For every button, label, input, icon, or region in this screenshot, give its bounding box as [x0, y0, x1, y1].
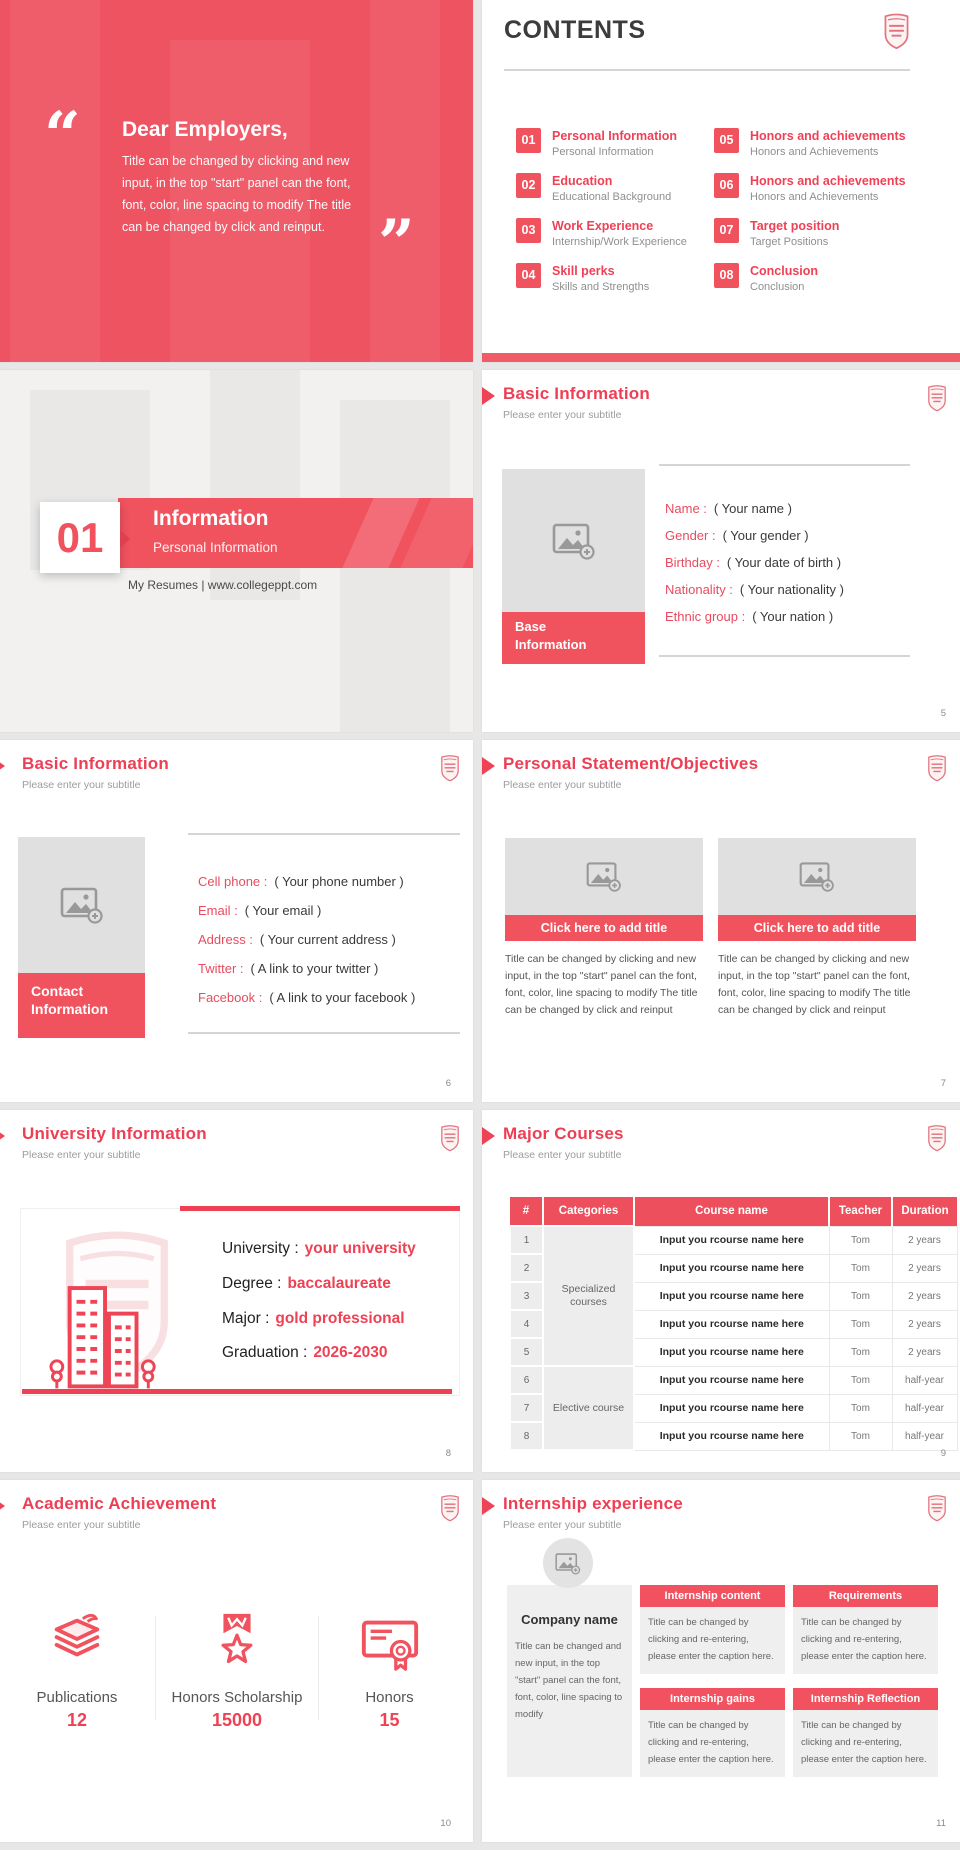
cell-course: Input you rcourse name here — [634, 1422, 829, 1450]
cell-num: 6 — [510, 1366, 543, 1394]
slide-header — [482, 1494, 960, 1531]
toc-number-badge: 02 — [516, 173, 541, 198]
field-label: Major : — [222, 1310, 270, 1327]
toc-number-badge: 05 — [714, 128, 739, 153]
box-body: Title can be changed by clicking and re-entering, please enter the caption here. — [640, 1607, 785, 1674]
school-crest-icon — [440, 1123, 460, 1153]
courses-table — [509, 1197, 958, 1451]
slide-major-courses[interactable] — [482, 1110, 960, 1472]
info-field — [222, 1240, 416, 1258]
info-field — [665, 582, 844, 597]
info-field — [198, 874, 404, 889]
school-crest-icon — [927, 1123, 947, 1153]
field-label: Graduation : — [222, 1344, 308, 1361]
arrow-right-marker-icon — [0, 757, 5, 775]
notch-arrow-icon — [120, 530, 130, 548]
field-label: University : — [222, 1240, 299, 1257]
toc-number-badge: 07 — [714, 218, 739, 243]
image-placeholder[interactable] — [505, 838, 703, 915]
internship-box-reflection — [793, 1688, 938, 1777]
school-crest-icon — [927, 383, 947, 413]
field-label: Ethnic group : — [665, 609, 746, 624]
toc-number-badge: 04 — [516, 263, 541, 288]
field-label: Twitter : — [198, 961, 244, 976]
add-image-icon — [586, 861, 622, 892]
stat-scholarship — [157, 1610, 317, 1731]
page-number: 6 — [445, 1078, 451, 1089]
cell-duration: half-year — [892, 1394, 957, 1422]
contents-title: CONTENTS — [504, 16, 646, 44]
cell-course: Input you rcourse name here — [634, 1310, 829, 1338]
internship-box-requirements — [793, 1585, 938, 1674]
card-label-line1: Contact — [31, 983, 84, 999]
field-label: Name : — [665, 501, 707, 516]
image-placeholder[interactable] — [502, 469, 645, 612]
toc-item-subtitle: Target Positions — [750, 236, 829, 248]
close-quote-icon: ” — [378, 206, 415, 281]
field-label: Birthday : — [665, 555, 720, 570]
cell-num: 5 — [510, 1338, 543, 1366]
cover-title: Dear Employers, — [122, 118, 288, 141]
box-title: Internship Reflection — [793, 1688, 938, 1710]
info-field — [222, 1344, 387, 1362]
toc-item-08 — [714, 263, 924, 293]
section-banner — [118, 498, 473, 568]
slide-title: Internship experience — [503, 1494, 683, 1513]
toc-item-subtitle: Internship/Work Experience — [552, 236, 687, 248]
bottom-accent-bar — [482, 353, 960, 362]
slide-title: Academic Achievement — [22, 1494, 217, 1513]
cell-num: 3 — [510, 1282, 543, 1310]
accent-line-bottom — [22, 1389, 452, 1394]
slide-title: Basic Information — [503, 384, 650, 403]
section-title: Information — [153, 507, 269, 530]
school-crest-icon — [440, 1493, 460, 1523]
slide-header — [0, 1124, 473, 1161]
toc-item-02 — [516, 173, 726, 203]
arrow-right-marker-icon — [482, 1127, 495, 1145]
slide-subtitle: Please enter your subtitle — [22, 1519, 141, 1531]
page-number: 5 — [940, 708, 946, 719]
page-number: 8 — [445, 1448, 451, 1459]
toc-item-title: Target position — [750, 219, 840, 233]
box-title: Internship gains — [640, 1688, 785, 1710]
slide-subtitle: Please enter your subtitle — [503, 1519, 622, 1531]
cell-num: 1 — [510, 1226, 543, 1254]
company-name: Company name — [521, 1612, 618, 1627]
stat-value: 15000 — [211, 1710, 263, 1730]
divider — [659, 464, 910, 466]
cell-duration: 2 years — [892, 1282, 957, 1310]
col-header-teacher: Teacher — [829, 1197, 892, 1226]
cell-num: 7 — [510, 1394, 543, 1422]
toc-item-title: Honors and achievements — [750, 174, 906, 188]
school-crest-icon — [927, 1493, 947, 1523]
statement-body-text: Title can be changed by clicking and new input, in the top "start" panel can the font, font, color, line spacing to modify The title can be changed by click and reinput — [505, 953, 698, 1016]
cover-body-text: Title can be changed by clicking and new input, in the top "start" panel can the font, font, color, line spacing to modify The title can be changed by click and reinput. — [122, 154, 352, 234]
stat-label: Honors — [365, 1689, 414, 1706]
publications-stack-icon — [46, 1610, 108, 1672]
toc-item-title: Honors and achievements — [750, 129, 906, 143]
arrow-right-marker-icon — [482, 1497, 495, 1515]
arrow-right-marker-icon — [0, 1497, 5, 1515]
stat-publications — [2, 1610, 152, 1731]
statement-body-text: Title can be changed by clicking and new input, in the top "start" panel can the font, font, color, line spacing to modify The title can be changed by click and reinput — [718, 953, 911, 1016]
field-value: ( A link to your facebook ) — [269, 990, 416, 1005]
university-building-icon — [48, 1250, 166, 1391]
arrow-right-marker-icon — [482, 387, 495, 405]
toc-item-subtitle: Educational Background — [552, 191, 672, 203]
slide-title: Major Courses — [503, 1124, 624, 1143]
cell-duration: half-year — [892, 1422, 957, 1450]
company-photo-placeholder[interactable] — [543, 1538, 593, 1588]
box-title: Internship content — [640, 1585, 785, 1607]
add-image-icon — [799, 861, 835, 892]
cell-num: 8 — [510, 1422, 543, 1450]
field-label: Cell phone : — [198, 874, 268, 889]
toc-item-subtitle: Skills and Strengths — [552, 281, 650, 293]
col-header-categories: Categories — [543, 1197, 634, 1226]
page-number: 10 — [440, 1818, 451, 1829]
field-value: ( Your nationality ) — [739, 582, 844, 597]
internship-box-content — [640, 1585, 785, 1674]
info-field — [665, 528, 809, 543]
divider — [659, 655, 910, 657]
cell-course: Input you rcourse name here — [634, 1338, 829, 1366]
col-header-course-name: Course name — [634, 1197, 829, 1226]
slide-header — [482, 754, 960, 791]
toc-item-04 — [516, 263, 726, 293]
slide-section-01[interactable] — [0, 370, 473, 732]
field-value: ( Your nation ) — [752, 609, 834, 624]
slide-cover-quote[interactable] — [0, 0, 473, 362]
toc-item-subtitle: Conclusion — [750, 281, 805, 293]
toc-item-01 — [516, 128, 726, 158]
field-value: 2026-2030 — [313, 1344, 388, 1361]
internship-box-gains — [640, 1688, 785, 1777]
slide-academic-achievement[interactable] — [0, 1480, 473, 1842]
school-crest-icon — [927, 753, 947, 783]
col-header-num: # — [510, 1197, 543, 1226]
slide-internship-experience[interactable] — [482, 1480, 960, 1842]
table-row — [510, 1226, 957, 1254]
slide-title: University Information — [22, 1124, 207, 1143]
page-number: 11 — [936, 1818, 946, 1829]
cell-category: Elective course — [543, 1366, 634, 1450]
card-label-line2: Information — [31, 1001, 108, 1017]
slide-contents[interactable] — [482, 0, 960, 362]
stat-label: Publications — [36, 1689, 118, 1706]
cell-duration: 2 years — [892, 1310, 957, 1338]
company-body-text: Title can be changed and new input, in the top "start" panel can the font, font, color, line spacing to modify — [515, 1641, 623, 1720]
cell-teacher: Tom — [829, 1226, 892, 1254]
divider — [155, 1616, 156, 1720]
info-field — [222, 1275, 391, 1293]
field-value: ( Your name ) — [713, 501, 792, 516]
stat-label: Honors Scholarship — [171, 1689, 303, 1706]
page-number: 9 — [940, 1448, 946, 1459]
slide-subtitle: Please enter your subtitle — [503, 779, 622, 791]
section-number: 01 — [56, 514, 104, 561]
slide-header — [482, 384, 960, 421]
add-image-icon — [552, 522, 596, 560]
cell-course: Input you rcourse name here — [634, 1282, 829, 1310]
cell-duration: half-year — [892, 1366, 957, 1394]
box-body: Title can be changed by clicking and re-entering, please enter the caption here. — [793, 1710, 938, 1777]
divider — [504, 69, 910, 71]
field-value: ( A link to your twitter ) — [250, 961, 379, 976]
info-field — [198, 961, 378, 976]
slide-subtitle: Please enter your subtitle — [503, 409, 622, 421]
add-title-button[interactable]: Click here to add title — [505, 915, 703, 941]
certificate-icon — [359, 1610, 421, 1672]
photo-texture — [370, 0, 440, 362]
toc-item-title: Skill perks — [552, 264, 615, 278]
field-value: gold professional — [275, 1310, 405, 1327]
toc-item-subtitle: Honors and Achievements — [750, 191, 879, 203]
table-header-row — [510, 1197, 957, 1226]
info-field — [222, 1310, 405, 1328]
stat-value: 15 — [379, 1710, 400, 1730]
open-quote-icon: “ — [44, 98, 81, 173]
arrow-right-marker-icon — [0, 1127, 5, 1145]
image-placeholder[interactable] — [718, 838, 916, 915]
field-label: Address : — [198, 932, 253, 947]
info-field — [665, 555, 841, 570]
field-label: Gender : — [665, 528, 716, 543]
slide-header — [482, 1124, 960, 1161]
cell-course: Input you rcourse name here — [634, 1366, 829, 1394]
toc-number-badge: 03 — [516, 218, 541, 243]
slide-basic-information[interactable] — [482, 370, 960, 732]
field-label: Degree : — [222, 1275, 282, 1292]
field-value: ( Your phone number ) — [274, 874, 404, 889]
field-label: Facebook : — [198, 990, 263, 1005]
page-number: 7 — [940, 1078, 946, 1089]
cell-duration: 2 years — [892, 1226, 957, 1254]
add-title-button[interactable]: Click here to add title — [718, 915, 916, 941]
toc-item-title: Work Experience — [552, 219, 654, 233]
cell-course: Input you rcourse name here — [634, 1254, 829, 1282]
slide-university-information[interactable] — [0, 1110, 473, 1472]
info-field — [198, 903, 321, 918]
info-field — [198, 932, 396, 947]
toc-item-title: Education — [552, 174, 613, 188]
slide-contact-information[interactable] — [0, 740, 473, 1102]
toc-item-06 — [714, 173, 924, 203]
slide-title: Basic Information — [22, 754, 169, 773]
cell-category: Specialized courses — [543, 1226, 634, 1366]
school-crest-icon — [883, 11, 910, 51]
section-number-box — [40, 502, 120, 573]
box-body: Title can be changed by clicking and re-entering, please enter the caption here. — [793, 1607, 938, 1674]
toc-item-title: Conclusion — [750, 264, 819, 278]
info-field — [665, 501, 792, 516]
statement-card — [505, 838, 703, 1019]
slide-header — [0, 754, 473, 791]
toc-number-badge: 01 — [516, 128, 541, 153]
table-row — [510, 1366, 957, 1394]
toc-number-badge: 06 — [714, 173, 739, 198]
add-image-icon — [60, 886, 104, 924]
field-value: your university — [304, 1240, 416, 1257]
section-subtitle: Personal Information — [153, 540, 278, 555]
slide-header — [0, 1494, 473, 1531]
cell-teacher: Tom — [829, 1338, 892, 1366]
info-field — [198, 990, 415, 1005]
cell-num: 2 — [510, 1254, 543, 1282]
slide-subtitle: Please enter your subtitle — [22, 779, 141, 791]
cell-teacher: Tom — [829, 1394, 892, 1422]
cell-duration: 2 years — [892, 1254, 957, 1282]
divider — [188, 1032, 460, 1034]
info-field — [665, 609, 833, 624]
photo-texture — [10, 0, 100, 362]
toc-item-subtitle: Honors and Achievements — [750, 146, 879, 158]
card-label — [502, 612, 645, 664]
divider — [188, 833, 460, 835]
box-title: Requirements — [793, 1585, 938, 1607]
cell-num: 4 — [510, 1310, 543, 1338]
cell-teacher: Tom — [829, 1422, 892, 1450]
cell-course: Input you rcourse name here — [634, 1226, 829, 1254]
card-label-line1: Base — [515, 619, 547, 634]
accent-line-top — [180, 1206, 460, 1211]
field-value: ( Your date of birth ) — [726, 555, 842, 570]
cell-teacher: Tom — [829, 1282, 892, 1310]
toc-number-badge: 08 — [714, 263, 739, 288]
field-value: ( Your email ) — [244, 903, 322, 918]
cell-teacher: Tom — [829, 1254, 892, 1282]
toc-item-05 — [714, 128, 924, 158]
cell-course: Input you rcourse name here — [634, 1394, 829, 1422]
slide-personal-statement[interactable] — [482, 740, 960, 1102]
stat-honors — [312, 1610, 467, 1731]
cell-duration: 2 years — [892, 1338, 957, 1366]
cell-teacher: Tom — [829, 1366, 892, 1394]
toc-item-03 — [516, 218, 726, 248]
slide-subtitle: Please enter your subtitle — [503, 1149, 622, 1161]
card-label-line2: Information — [515, 637, 587, 652]
slide-title: Personal Statement/Objectives — [503, 754, 759, 773]
stat-value: 12 — [66, 1710, 88, 1730]
toc-item-title: Personal Information — [552, 129, 678, 143]
statement-card — [718, 838, 916, 1019]
image-placeholder[interactable] — [18, 837, 145, 973]
toc-item-subtitle: Personal Information — [552, 146, 654, 158]
section-caption: My Resumes | www.collegeppt.com — [128, 578, 318, 592]
box-body: Title can be changed by clicking and re-entering, please enter the caption here. — [640, 1710, 785, 1777]
field-value: baccalaureate — [287, 1275, 391, 1292]
add-image-icon — [555, 1552, 581, 1575]
medal-star-icon — [206, 1610, 268, 1672]
cell-teacher: Tom — [829, 1310, 892, 1338]
col-header-duration: Duration — [892, 1197, 957, 1226]
slide-subtitle: Please enter your subtitle — [22, 1149, 141, 1161]
toc-item-07 — [714, 218, 924, 248]
field-value: ( Your gender ) — [722, 528, 809, 543]
field-label: Email : — [198, 903, 238, 918]
field-label: Nationality : — [665, 582, 733, 597]
arrow-right-marker-icon — [482, 757, 495, 775]
card-label — [18, 973, 145, 1038]
school-crest-icon — [440, 753, 460, 783]
field-value: ( Your current address ) — [259, 932, 396, 947]
